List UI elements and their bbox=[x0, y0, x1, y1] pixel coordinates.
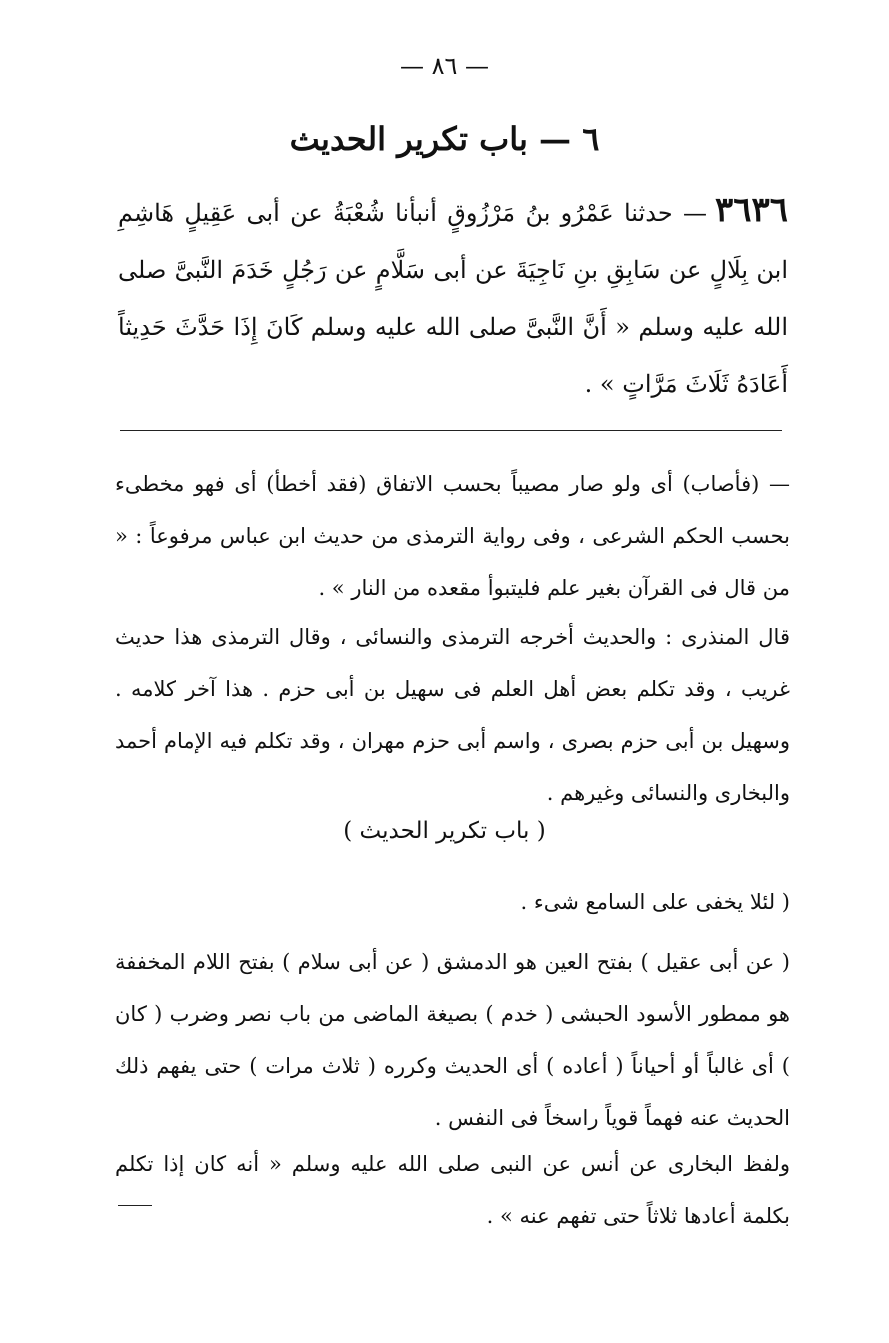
commentary-paragraph-1: — (فأصاب) أى ولو صار مصيباً بحسب الاتفاق (فقد أخطأ) أى فهو مخطىء بحسب الحكم الشرعى ، وفى رواية الترمذى من حديث ابن عباس مرفوعاً : « من قال فى القرآن بغير علم فليتبوأ مقعده من النار » . bbox=[115, 472, 790, 600]
chapter-title: ٦ — باب تكرير الحديث bbox=[289, 120, 600, 158]
commentary-paragraph-3: ( لئلا يخفى على السامع شىء . bbox=[520, 890, 790, 914]
hadith-body: — حدثنا عَمْرُو بنُ مَرْزُوقٍ أنبأنا شُعْبَةُ عن أبى عَقِيلٍ هَاشِمِ ابن بِلَالٍ عن سَابِقِ بنِ نَاجِيَةَ عن أبى سَلَّامٍ عن رَجُلٍ خَدَمَ النَّبىَّ صلى الله عليه وسلم « أَنَّ النَّبىَّ صلى الله عليه وسلم كَانَ إِذَا حَدَّثَ حَدِيثاً أَعَادَهُ ثَلَاثَ مَرَّاتٍ » . bbox=[118, 199, 788, 398]
page-number: — ٨٦ — bbox=[399, 52, 490, 80]
commentary-section-title: ( باب تكرير الحديث ) bbox=[343, 818, 546, 844]
commentary-paragraph-5: ولفظ البخارى عن أنس عن النبى صلى الله عليه وسلم « أنه كان إذا تكلم بكلمة أعادها ثلاثاً حتى تفهم عنه » . bbox=[115, 1152, 791, 1228]
hadith-number: ٣٦٣٦ bbox=[714, 190, 788, 230]
hadith-text-block bbox=[118, 182, 788, 413]
end-dash bbox=[118, 1205, 152, 1206]
section-divider bbox=[120, 430, 782, 431]
commentary-paragraph-4: ( عن أبى عقيل ) بفتح العين هو الدمشق ( عن أبى سلام ) بفتح اللام المخففة هو ممطور الأسود الحبشى ( خدم ) بصيغة الماضى من باب نصر وضرب ( كان ) أى غالباً أو أحياناً ( أعاده ) أى الحديث وكرره ( ثلاث مرات ) حتى يفهم ذلك الحديث عنه فهماً قوياً راسخاً فى النفس . bbox=[115, 950, 790, 1130]
commentary-paragraph-2: قال المنذرى : والحديث أخرجه الترمذى والنسائى ، وقال الترمذى هذا حديث غريب ، وقد تكلم بعض أهل العلم فى سهيل بن أبى حزم . هذا آخر كلامه . وسهيل بن أبى حزم بصرى ، واسم أبى حزم مهران ، وقد تكلم فيه الإمام أحمد والبخارى والنسائى وغيرهم . bbox=[115, 625, 790, 805]
